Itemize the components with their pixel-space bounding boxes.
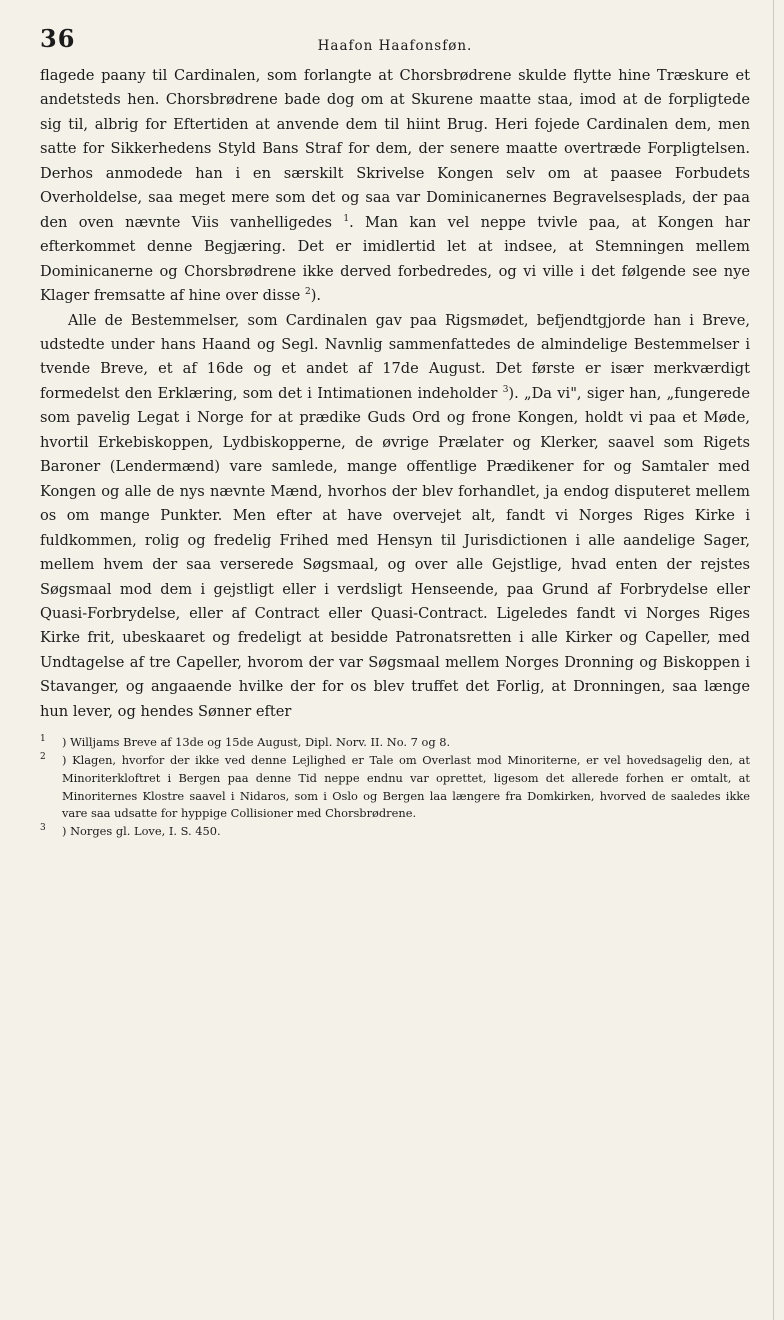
body-text [40,64,750,724]
footnotes [40,734,750,841]
page-header [40,18,750,64]
paragraph-1-text: flagede paany til Cardinalen, som forlangte at Chorsbrødrene skulde flytte hine Træskure et andetsteds hen. Chorsbrødrene bade dog om at Skurene maatte staa, imod at de forpligtede sig til, albrig for Eftertiden at anvende dem til hiint Brug. Heri fojede Cardinalen dem, men satte for Sikkerhedens Styld Bans Straf for dem, der senere maatte overtræde Forpligtelsen. Derhos anmodede han i en særskilt Skrivelse Kongen selv om at paasee Forbudets Overholdelse, saa meget mere som det og saa var Dominicanernes Begravelsesplads, der paa den oven nævnte Viis vanhelligedes [40,67,750,231]
footnote-3: 3 ) Norges gl. Love, I. S. 450. [40,823,221,839]
running-head: Haafon Haafonsføn. [317,38,473,54]
footnote-marker-2: 2 [304,287,311,298]
paragraph-1-end: ). [310,287,322,305]
paragraph-2-cont: ). „Da vi", siger han, „fungerede som pavelig Legat i Norge for at prædike Guds Ord og frone Kongen, holdt vi paa et Møde, hvortil Erkebiskoppen, Lydbiskopperne, de øvrige Prælater og Klerker, saavel som Rigets Baroner (Lendermænd) vare samlede, mange offentlige Prædikener for og Samtaler med Kongen og alle de nys nævnte Mænd, hvorhos der blev forhandlet, ja endog disputeret mellem os om mange Punkter. Men efter at have overvejet alt, fandt vi Norges Riges Kirke i fuldkommen, rolig og fredelig Frihed med Hensyn til Jurisdictionen i alle aandelige Sager, mellem hvem der saa verserede Søgsmaal, og over alle Gejstlige, hvad enten der rejstes Søgsmaal mod dem i gejstligt eller i verdsligt Henseende, paa Grund af Forbrydelse eller Quasi-Forbrydelse, eller af Contract eller Quasi-Contract. Ligeledes fandt vi Norges Riges Kirke frit, ubeskaaret og fredeligt at besidde Patronatsretten i alle Kirker og Capeller, med Undtagelse af tre Capeller, hvorom der var Søgsmaal mellem Norges Dronning og Biskoppen i Stavanger, og angaaende hvilke der for os blev truffet det Forlig, at Dronningen, saa længe hun lever, og hendes Sønner efter [40,384,750,720]
footnote-1: 1 ) Willjams Breve af 13de og 15de August, Dipl. Norv. II. No. 7 og 8. [40,734,451,750]
paragraph-2 [40,309,750,725]
page-edge-line [773,0,774,1320]
paragraph-1 [40,64,750,309]
paragraph-1-cont: . Man kan vel neppe tvivle paa, at Kongen har efterkommet denne Begjæring. Det er imidlertid let at indsee, at Stemningen mellem Dominicanerne og Chorsbrødrene ikke derved forbedredes, og vi ville i det følgende see nye Klager fremsatte af hine over disse [40,213,751,305]
footnote-text: ) Norges gl. Love, I. S. 450. [62,824,221,839]
footnote-2: 2 ) Klagen, hvorfor der ikke ved denne Lejlighed er Tale om Overlast mod Minoriterne, er vel hovedsagelig den, at Minoriterkloftret i Bergen paa denne Tid neppe endnu var oprettet, ligesom det allerede forhen er omtalt, at Minoriternes Klostre saavel i Nidaros, som i Oslo og Bergen laa længere fra Domkirken, hvorved de saaledes ikke vare saa udsatte for hyppige Collisioner med Chorsbrødrene. [40,752,750,821]
footnote-text: ) Klagen, hvorfor der ikke ved denne Lejlighed er Tale om Overlast mod Minoriterne, er vel hovedsagelig den, at Minoriterkloftret i Bergen paa denne Tid neppe endnu var oprettet, ligesom det allerede forhen er omtalt, at Minoriternes Klostre saavel i Nidaros, som i Oslo og Bergen laa længere fra Domkirken, hvorved de saaledes ikke vare saa udsatte for hyppige Collisioner med Chorsbrødrene. [62,753,750,821]
footnote-marker-1: 1 [343,213,350,224]
paragraph-2-text: Alle de Bestemmelser, som Cardinalen gav paa Rigsmødet, befjendtgjorde han i Breve, udstedte under hans Haand og Segl. Navnlig sammenfattedes de almindelige Bestemmelser i tvende Breve, et af 16de og et andet af 17de August. Det første er især merkværdigt formedelst den Erklæring, som det i Intimationen indeholder [40,311,750,402]
footnote-text: ) Willjams Breve af 13de og 15de August, Dipl. Norv. II. No. 7 og 8. [62,735,451,750]
page-number: 36 [40,24,76,53]
footnote-marker-3: 3 [502,385,509,396]
